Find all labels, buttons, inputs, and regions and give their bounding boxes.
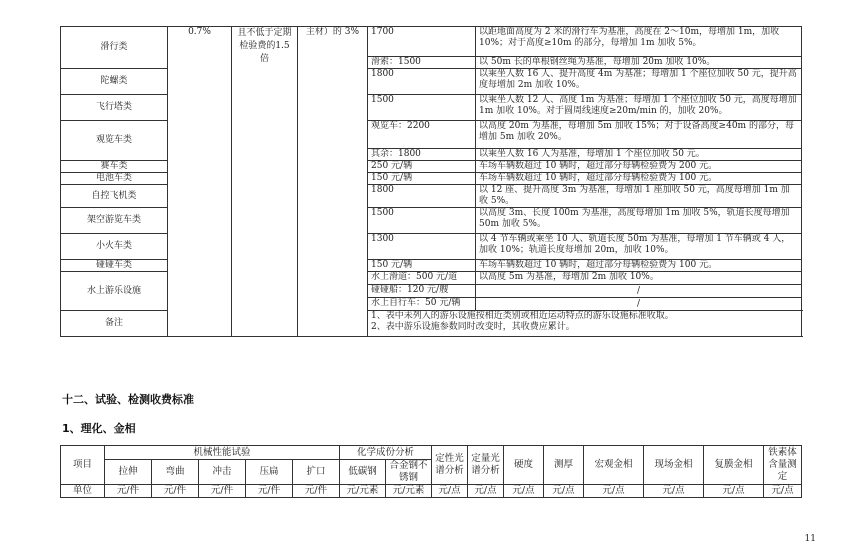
fee-dianchi: 150 元/辆 [368, 173, 476, 185]
unit-qual-spectrum: 元/点 [432, 485, 468, 498]
fee-shuishang-1: 水上滑道：500 元/道 [368, 272, 476, 285]
category-huaxing: 滑行类 [61, 27, 168, 69]
desc-pengpeng: 车场车辆数超过 10 辆时，超过部分每辆检验费为 100 元。 [476, 260, 802, 272]
unit-flatten: 元/件 [246, 485, 293, 498]
remark-content [368, 311, 802, 337]
fee-shuishang-2: 碰碰船：120 元/艘 [368, 285, 476, 298]
desc-shuishang-2: / [476, 285, 802, 298]
unit-impact: 元/件 [199, 485, 246, 498]
fee-shuishang-3: 水上自行车：50 元/辆 [368, 298, 476, 311]
fee-huaxing-2: 滑索：1500 [368, 57, 476, 69]
category-jiakong: 架空游览车类 [61, 208, 168, 234]
category-saiche: 赛车类 [61, 161, 168, 173]
fee-xiaohuo: 1300 [368, 234, 476, 260]
desc-huaxing-1: 以距地面高度为 2 米的滑行车为基准，高度在 2～10m，每增加 1m，加收 10%；对于高度≥10m 的部分，每增加 1m 加收 5%。 [476, 27, 802, 57]
desc-tuoluo: 以乘坐人数 16 人、提升高度 4m 为基准；每增加 1 个座位加收 50 元，提升高度每增加 2m 加收 10%。 [476, 69, 802, 95]
unit-tensile: 元/件 [105, 485, 152, 498]
desc-jiakong: 以高度 3m、长度 100m 为基准，高度每增加 1m 加收 5%，轨道长度每增加 50m 加收 5%。 [476, 208, 802, 234]
fee-jiakong: 1500 [368, 208, 476, 234]
col-quant-spectrum: 定量光谱分析 [468, 446, 504, 485]
col-replica: 复膜金相 [704, 446, 764, 485]
section-title: 十二、试验、检测收费标准 [62, 393, 194, 406]
unit-flare: 元/件 [293, 485, 340, 498]
fee-saiche: 250 元/辆 [368, 161, 476, 173]
remark-1: 1、表中未列入的游乐设施按相近类别或相近运动特点的游乐设施标准收取。 [371, 311, 674, 321]
minimum-cell: 且不低于定期检验费的1.5倍 [232, 27, 298, 337]
category-feixing: 飞行塔类 [61, 95, 168, 121]
col-alloy-steel: 合金钢不锈钢 [386, 460, 432, 485]
col-flare: 扩口 [293, 460, 340, 485]
page-number: 11 [804, 534, 816, 544]
mech-group-header: 机械性能试验 [105, 446, 340, 460]
col-ferrite: 铁素体含量测定 [764, 446, 802, 485]
col-tensile: 拉伸 [105, 460, 152, 485]
fee-tuoluo: 1800 [368, 69, 476, 95]
fee-zikong: 1800 [368, 185, 476, 208]
fee-pengpeng: 150 元/辆 [368, 260, 476, 272]
category-zikong: 自控飞机类 [61, 185, 168, 208]
col-carbon-steel: 低碳钢 [340, 460, 386, 485]
desc-guanlan-1: 以高度 20m 为基准，每增加 5m 加收 15%；对于设备高度≥40m 的部分，每增加 5m 加收 20%。 [476, 121, 802, 149]
desc-shuishang-3: / [476, 298, 802, 311]
fee-huaxing-1: 1700 [368, 27, 476, 57]
test-fee-table [60, 445, 802, 498]
unit-macro: 元/点 [584, 485, 644, 498]
fee-guanlan-1: 观览车：2200 [368, 121, 476, 149]
fee-feixing: 1500 [368, 95, 476, 121]
desc-shuishang-1: 以高度 5m 为基准，每增加 2m 加收 10%。 [476, 272, 802, 285]
category-dianchi: 电池车类 [61, 173, 168, 185]
sub-title: 1、理化、金相 [62, 422, 136, 435]
unit-ferrite: 元/点 [764, 485, 802, 498]
rate-cell: 0.7% [168, 27, 232, 337]
desc-feixing: 以乘坐人数 12 人、高度 1m 为基准；每增加 1 个座位加收 50 元，高度每增加 1m 加收 10%。对于圆周线速度≥20m/min 的，加收 20%。 [476, 95, 802, 121]
remark-label: 备注 [61, 311, 168, 337]
desc-huaxing-2: 以 50m 长的单根钢丝绳为基准，每增加 20m 加收 10%。 [476, 57, 802, 69]
unit-label: 单位 [61, 485, 105, 498]
unit-hardness: 元/点 [504, 485, 544, 498]
col-thickness: 测厚 [544, 446, 584, 485]
amusement-fee-table [60, 26, 802, 337]
unit-field: 元/点 [644, 485, 704, 498]
unit-alloy-steel: 元/元素 [386, 485, 432, 498]
desc-dianchi: 车场车辆数超过 10 辆时，超过部分每辆检验费为 100 元。 [476, 173, 802, 185]
item-label: 项目 [61, 446, 105, 485]
unit-thickness: 元/点 [544, 485, 584, 498]
fee-guanlan-2: 其余：1800 [368, 149, 476, 161]
unit-quant-spectrum: 元/点 [468, 485, 504, 498]
desc-guanlan-2: 以乘坐人数 16 人为基准，每增加 1 个座位加收 50 元。 [476, 149, 802, 161]
remark-2: 2、表中游乐设施参数同时改变时，其收费应累计。 [371, 322, 575, 332]
col-bending: 弯曲 [152, 460, 199, 485]
col-macro: 宏观金相 [584, 446, 644, 485]
col-field: 现场金相 [644, 446, 704, 485]
category-shuishang: 水上游乐设施 [61, 272, 168, 311]
category-guanlan: 观览车类 [61, 121, 168, 161]
category-pengpeng: 碰碰车类 [61, 260, 168, 272]
chem-group-header: 化学成份分析 [340, 446, 432, 460]
category-tuoluo: 陀螺类 [61, 69, 168, 95]
desc-xiaohuo: 以 4 节车辆或乘坐 10 人、轨道长度 50m 为基准，每增加 1 节车辆或 4 人，加收 10%；轨道长度每增加 20m，加收 10%。 [476, 234, 802, 260]
material-cell: 主材）的 3% [298, 27, 368, 337]
col-qual-spectrum: 定性光谱分析 [432, 446, 468, 485]
desc-zikong: 以 12 座、提升高度 3m 为基准，每增加 1 座加收 50 元，高度每增加 1m 加收 5%。 [476, 185, 802, 208]
desc-saiche: 车场车辆数超过 10 辆时，超过部分每辆检验费为 200 元。 [476, 161, 802, 173]
category-xiaohuo: 小火车类 [61, 234, 168, 260]
unit-carbon-steel: 元/元素 [340, 485, 386, 498]
col-flatten: 压扁 [246, 460, 293, 485]
col-impact: 冲击 [199, 460, 246, 485]
col-hardness: 硬度 [504, 446, 544, 485]
unit-replica: 元/点 [704, 485, 764, 498]
unit-bending: 元/件 [152, 485, 199, 498]
